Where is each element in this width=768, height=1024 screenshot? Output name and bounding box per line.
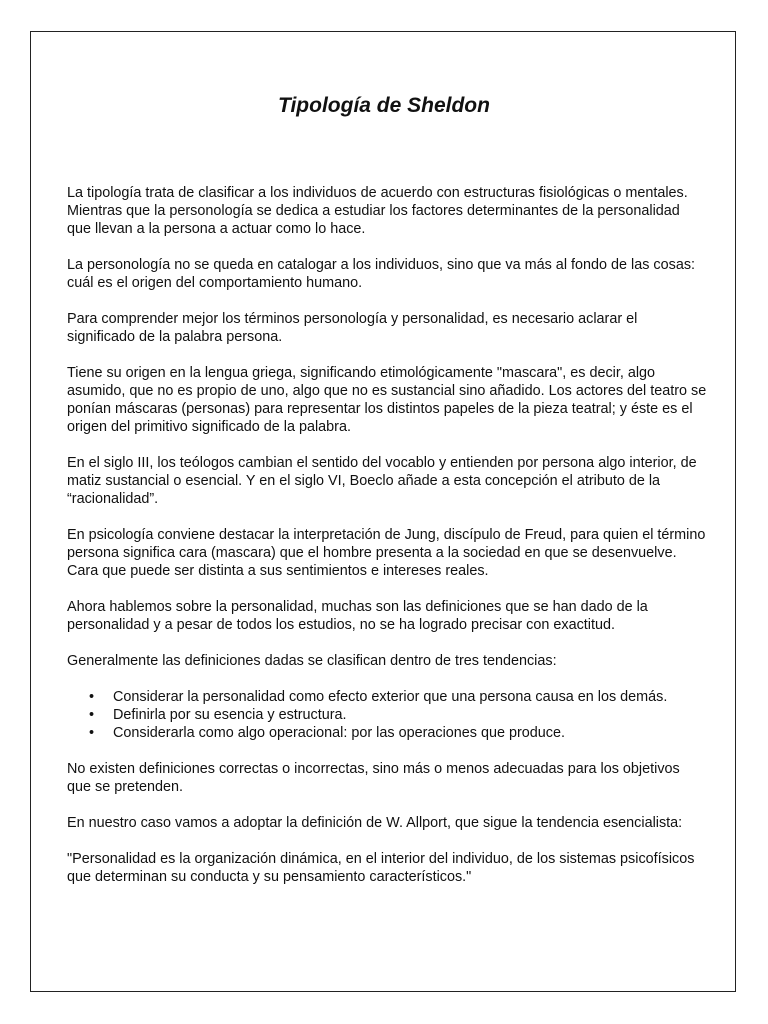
paragraph-tipologia: La tipología trata de clasificar a los individuos de acuerdo con estructuras fisiológicas o mentales. Mientras que la personología se dedica a estudiar los factores determinantes de la personalidad que llevan a la persona a actuar como lo hace. bbox=[67, 185, 688, 237]
document-title: Tipología de Sheldon bbox=[278, 94, 490, 117]
list-item: • Considerarla como algo operacional: por las operaciones que produce. bbox=[113, 724, 707, 742]
list-item: • Definirla por su esencia y estructura. bbox=[113, 706, 707, 724]
tendencias-list bbox=[67, 688, 707, 742]
paragraph-cita-personalidad: "Personalidad es la organización dinámica, en el interior del individuo, de los sistemas psicofísicos que determinan su conducta y su pensamiento característicos." bbox=[67, 851, 695, 885]
paragraph-definiciones: No existen definiciones correctas o incorrectas, sino más o menos adecuadas para los objetivos que se pretenden. bbox=[67, 761, 680, 795]
paragraph-jung: En psicología conviene destacar la interpretación de Jung, discípulo de Freud, para quien el término persona significa cara (mascara) que el hombre presenta a la sociedad en que se desenvuelve. Cara que puede ser distinta a sus sentimientos e intereses reales. bbox=[67, 527, 706, 579]
paragraph-allport: En nuestro caso vamos a adoptar la definición de W. Allport, que sigue la tendencia esencialista: bbox=[67, 815, 683, 831]
paragraph-personologia: La personología no se queda en catalogar a los individuos, sino que va más al fondo de las cosas: cuál es el origen del comportamiento humano. bbox=[67, 257, 696, 291]
paragraph-personalidad: Ahora hablemos sobre la personalidad, muchas son las definiciones que se han dado de la personalidad y a pesar de todos los estudios, no se ha logrado precisar con exactitud. bbox=[67, 599, 648, 633]
paragraph-tendencias: Generalmente las definiciones dadas se clasifican dentro de tres tendencias: bbox=[67, 653, 557, 669]
list-item: • Considerar la personalidad como efecto exterior que una persona causa en los demás. bbox=[113, 688, 707, 706]
document-body bbox=[67, 184, 707, 904]
paragraph-terminos: Para comprender mejor los términos personología y personalidad, es necesario aclarar el significado de la palabra persona. bbox=[67, 311, 638, 345]
paragraph-siglo-iii: En el siglo III, los teólogos cambian el sentido del vocablo y entienden por persona algo interior, de matiz sustancial o esencial. Y en el siglo VI, Boeclo añade a esta concepción el atributo de la “racionalidad”. bbox=[67, 455, 697, 507]
paragraph-origen-griego: Tiene su origen en la lengua griega, significando etimológicamente "mascara", es decir, algo asumido, que no es propio de uno, algo que no es sustancial sino añadido. Los actores del teatro se ponían máscaras (personas) para representar los distintos papeles de la pieza teatral; y éste es el origen del primitivo significado de la palabra. bbox=[67, 365, 707, 435]
